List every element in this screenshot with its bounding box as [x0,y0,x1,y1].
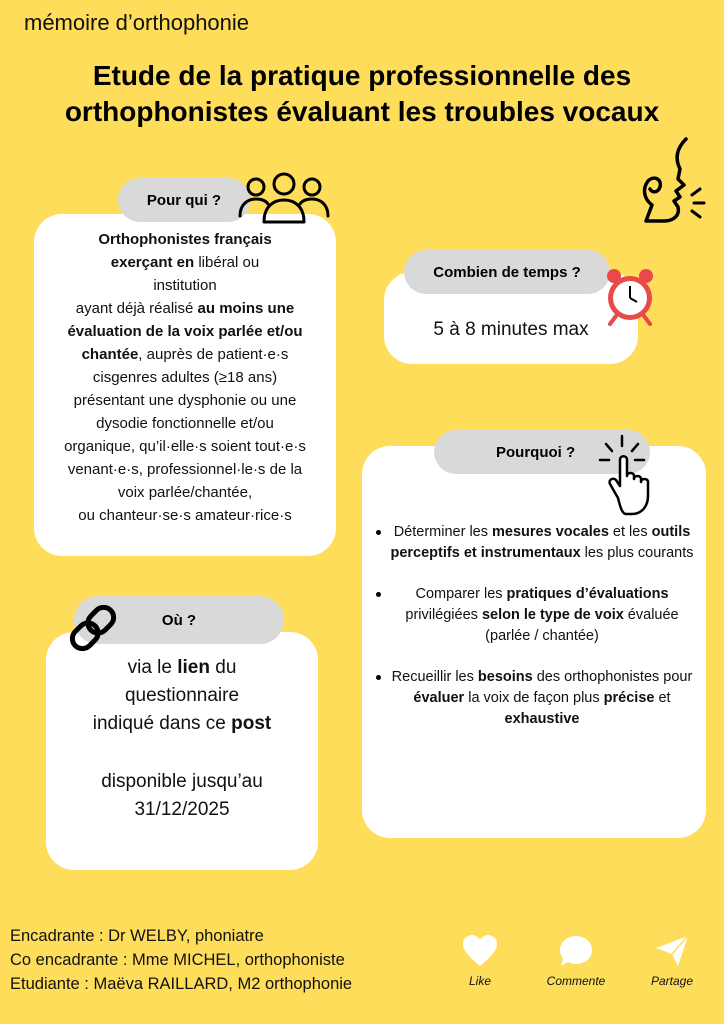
where-link-word: lien [177,657,210,678]
like-button[interactable] [440,934,520,988]
where-post-word: post [231,713,272,734]
where-line-1-end: du [209,657,237,678]
like-label: Like [468,974,491,988]
why-item-1: Déterminer les mesures vocales et les outils perceptifs et instrumentaux les plus courants [376,522,694,564]
who-line-9: dysodie fonctionnelle et/ou [96,415,274,432]
who-card [34,214,336,556]
click-hand-icon [598,434,658,518]
who-line-12: voix parlée/chantée, [117,484,253,501]
who-line-1: Orthophonistes français [98,231,272,248]
share-label: Partage [650,974,694,988]
link-icon [64,600,122,656]
title-line-2: orthophonistes évaluant les troubles vocaux [64,96,660,127]
who-line-6-bold: chantée [81,346,139,363]
comment-label: Commente [546,974,606,988]
where-line-1: via le [127,657,178,678]
why-item-2: Comparer les pratiques d’évaluations privilégiées selon le type de voix évaluée (parlée / chantée) [376,584,694,647]
who-line-2: libéral ou [194,254,260,271]
availability-date: 31/12/2025 [134,799,230,820]
comment-button[interactable] [536,934,616,988]
who-line-8: présentant une dysphonie ou une [73,392,297,409]
who-line-4-bold: au moins une [197,300,295,317]
who-line-3: institution [153,277,217,294]
co-supervisor-line: Co encadrante : Mme MICHEL, orthophoniste [10,951,345,969]
people-icon [236,170,332,226]
share-button[interactable] [632,934,712,988]
where-card [46,632,318,870]
page-title [0,58,724,130]
where-line-3: indiqué dans ce [92,713,232,734]
who-line-13: ou chanteur·se·s amateur·rice·s [78,507,292,524]
who-line-11: venant·e·s, professionnel·le·s de la [67,461,303,478]
where-line-2: questionnaire [124,685,240,706]
where-description [46,654,318,824]
who-line-7: cisgenres adultes (≥18 ans) [92,369,278,386]
why-list [376,522,694,750]
heart-icon [462,934,498,968]
who-line-2-bold: exerçant en [110,254,195,271]
student-line: Etudiante : Maëva RAILLARD, M2 orthophonie [10,975,353,993]
document-kicker: mémoire d’orthophonie [24,10,250,35]
why-item-3: Recueillir les besoins des orthophonistes pour évaluer la voix de façon plus précise et exhaustive [376,667,694,730]
comment-icon [558,934,594,968]
duration-pill: Combien de temps ? [404,250,610,294]
availability-line: disponible jusqu’au [101,771,263,792]
title-line-1: Etude de la pratique professionnelle des [92,60,632,91]
duration-value: 5 à 8 minutes max [433,319,589,340]
who-line-6: , auprès de patient·e·s [138,346,289,363]
alarm-clock-icon [604,266,656,326]
who-line-4: ayant déjà réalisé [75,300,198,317]
credits [10,924,352,996]
who-line-5: évaluation de la voix parlée et/ou [67,323,303,340]
who-line-10: organique, qu’il·elle·s soient tout·e·s [64,438,306,455]
face-profile-icon [638,135,708,250]
why-pill-label: Pourquoi ? [496,443,576,461]
where-pill: Où ? [74,596,284,644]
who-pill: Pour qui ? [118,178,250,222]
share-icon [654,934,690,968]
who-description [34,228,336,527]
supervisor-line: Encadrante : Dr WELBY, phoniatre [10,927,264,945]
